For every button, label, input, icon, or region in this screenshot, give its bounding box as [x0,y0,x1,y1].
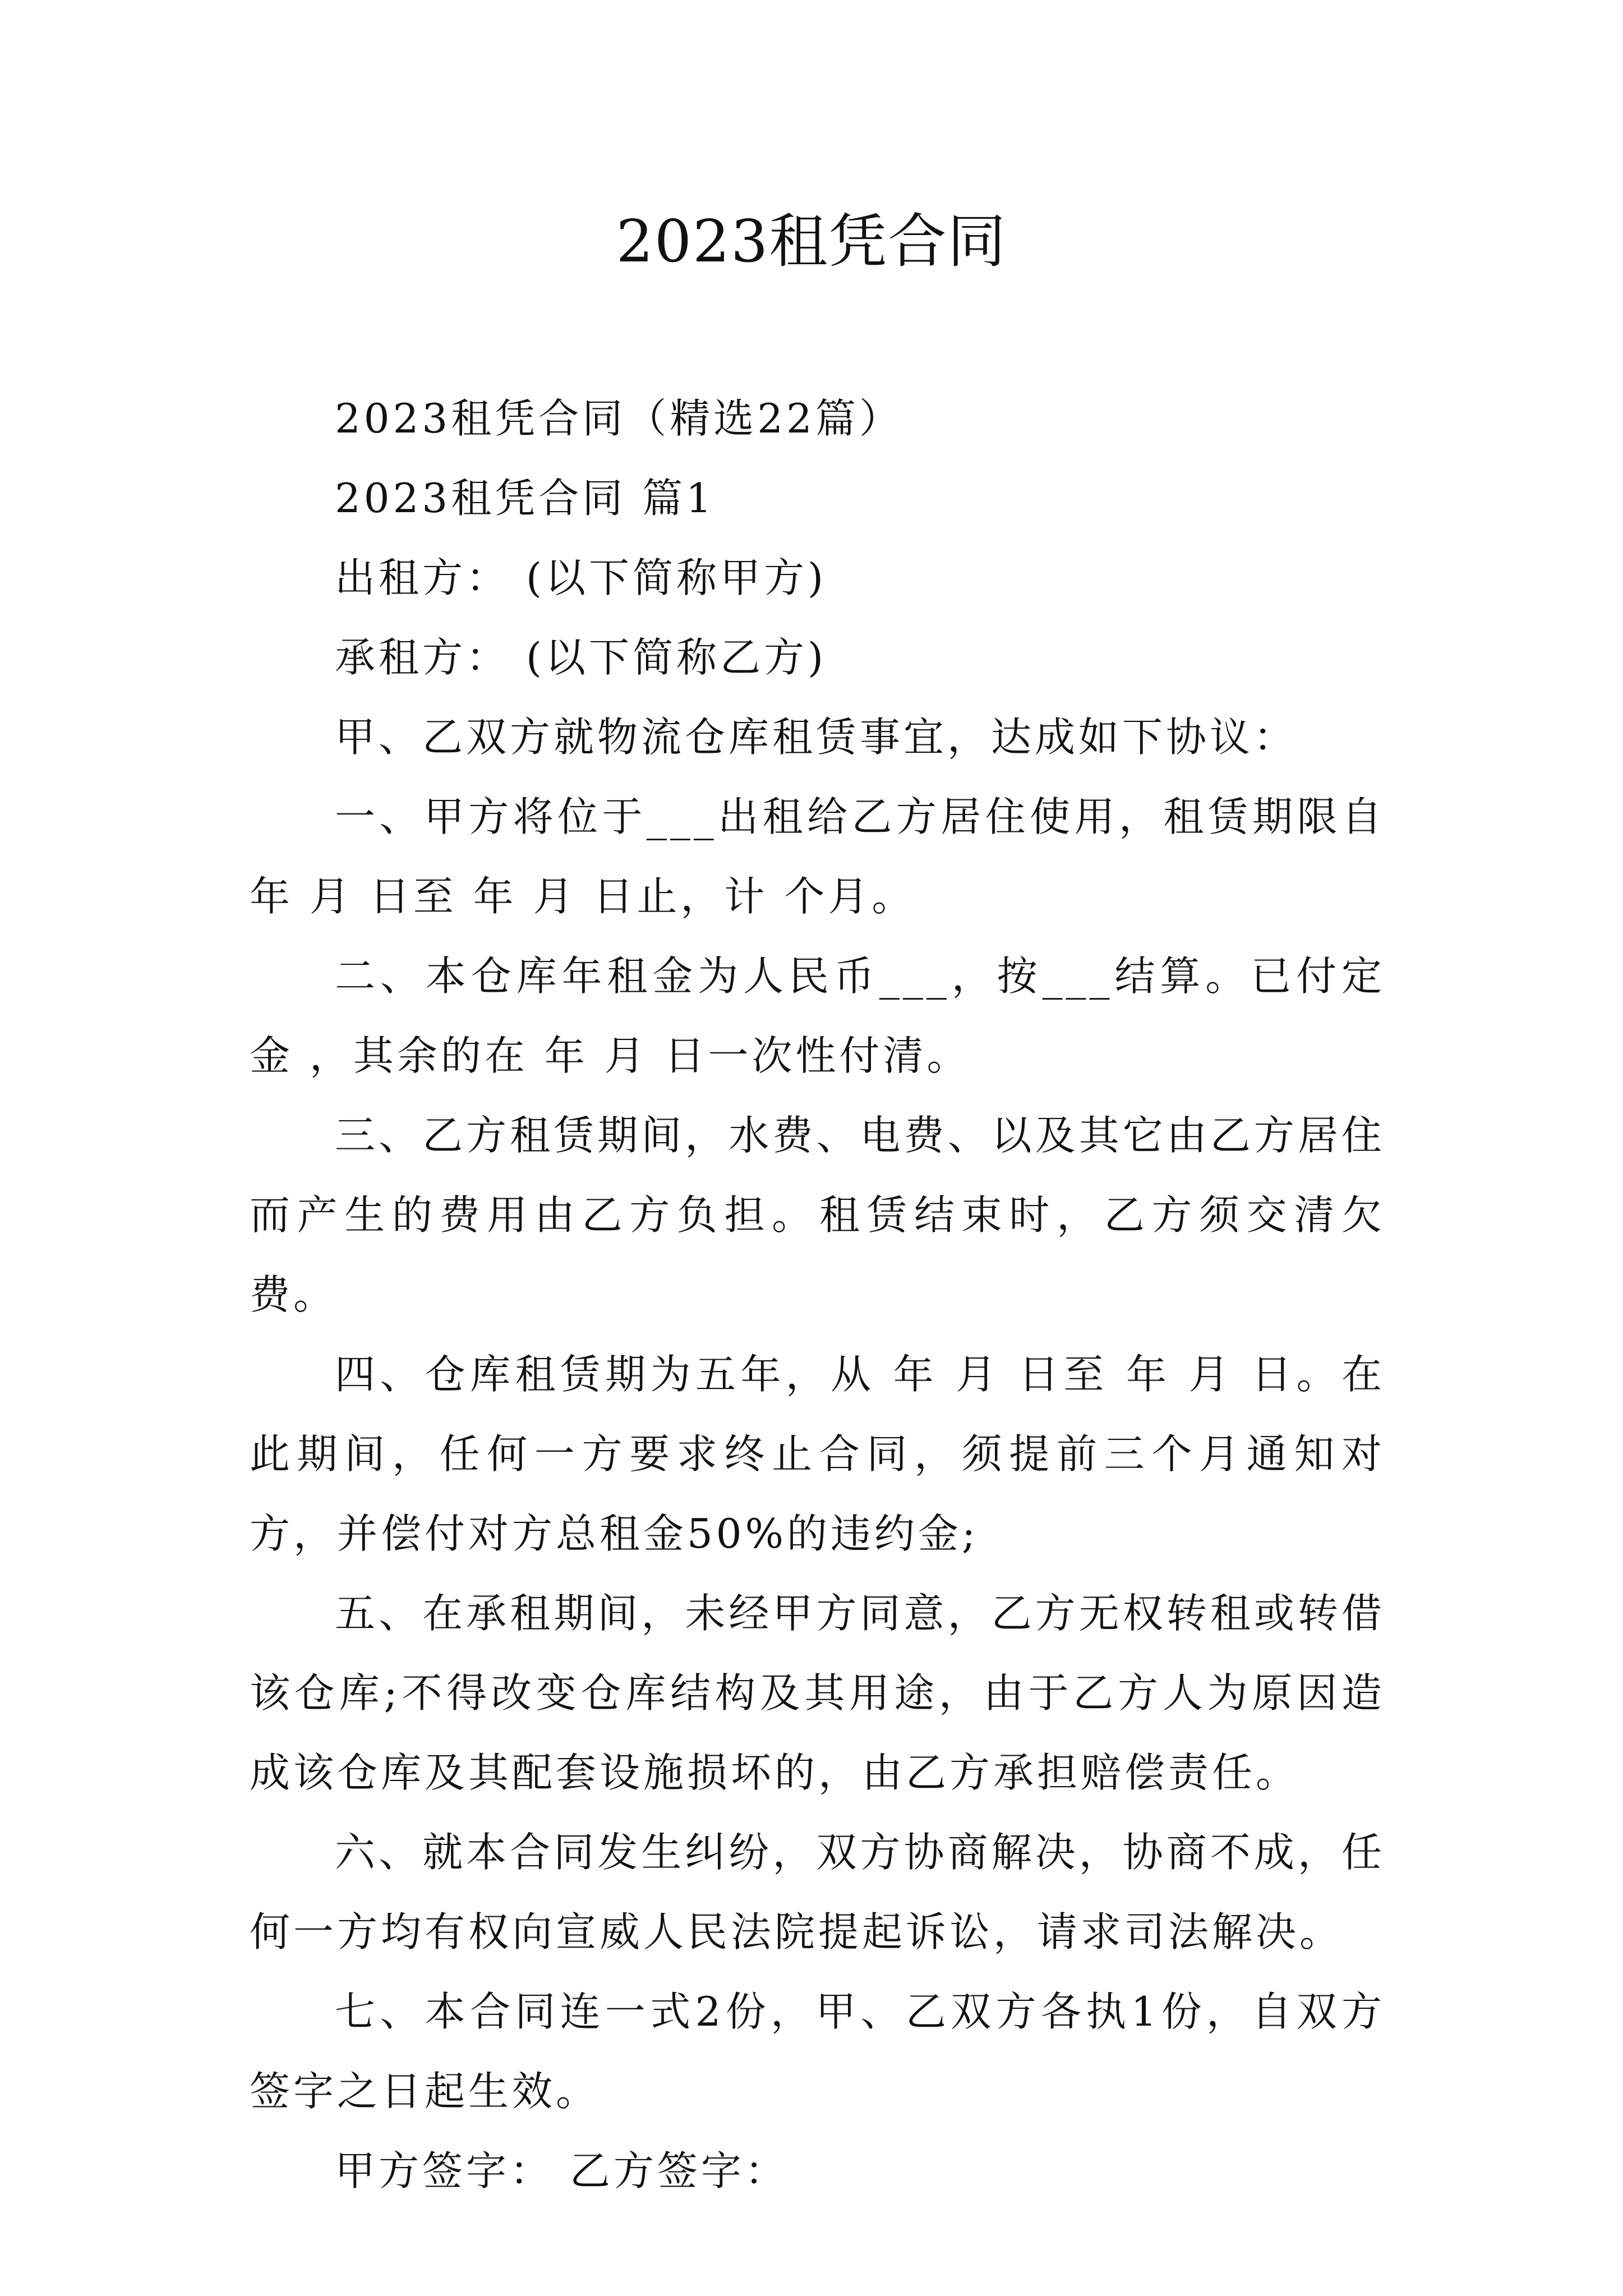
paragraph-clause-6: 六、就本合同发生纠纷，双方协商解决，协商不成，任何一方均有权向宣威人民法院提起诉讼，请求司法解决。 [250,1829,1385,1955]
paragraph-subtitle: 2023租凭合同（精选22篇） [335,395,903,442]
document-body [250,379,1385,2211]
paragraph-clause-3: 三、乙方租赁期间，水费、电费、以及其它由乙方居住而产生的费用由乙方负担。租赁结束时，乙方须交清欠费。 [250,1112,1385,1318]
paragraph-clause-1: 一、甲方将位于___出租给乙方居住使用，租赁期限自 年 月 日至 年 月 日止，计 个月。 [250,793,1385,920]
paragraph-section-heading: 2023租凭合同 篇1 [335,475,715,522]
paragraph-clause-7: 七、本合同连一式2份，甲、乙双方各执1份，自双方签字之日起生效。 [250,1988,1385,2115]
paragraph-lessee: 承租方： (以下简称乙方) [335,634,827,681]
paragraph-clause-4: 四、仓库租赁期为五年，从 年 月 日至 年 月 日。在此期间，任何一方要求终止合同，须提前三个月通知对方，并偿付对方总租金50%的违约金; [250,1351,1385,1557]
paragraph-signatures: 甲方签字： 乙方签字： [335,2147,789,2194]
paragraph-lessor: 出租方： (以下简称甲方) [335,554,827,601]
document-title: 2023租凭合同 [616,207,1007,275]
paragraph-agreement-intro: 甲、乙双方就物流仓库租赁事宜，达成如下协议： [335,714,1298,761]
paragraph-clause-5: 五、在承租期间，未经甲方同意，乙方无权转租或转借该仓库;不得改变仓库结构及其用途，由于乙方人为原因造成该仓库及其配套设施损坏的，由乙方承担赔偿责任。 [250,1590,1385,1796]
paragraph-clause-2: 二、本仓库年租金为人民币___，按___结算。已付定金 ，其余的在 年 月 日一次性付清。 [250,953,1385,1079]
